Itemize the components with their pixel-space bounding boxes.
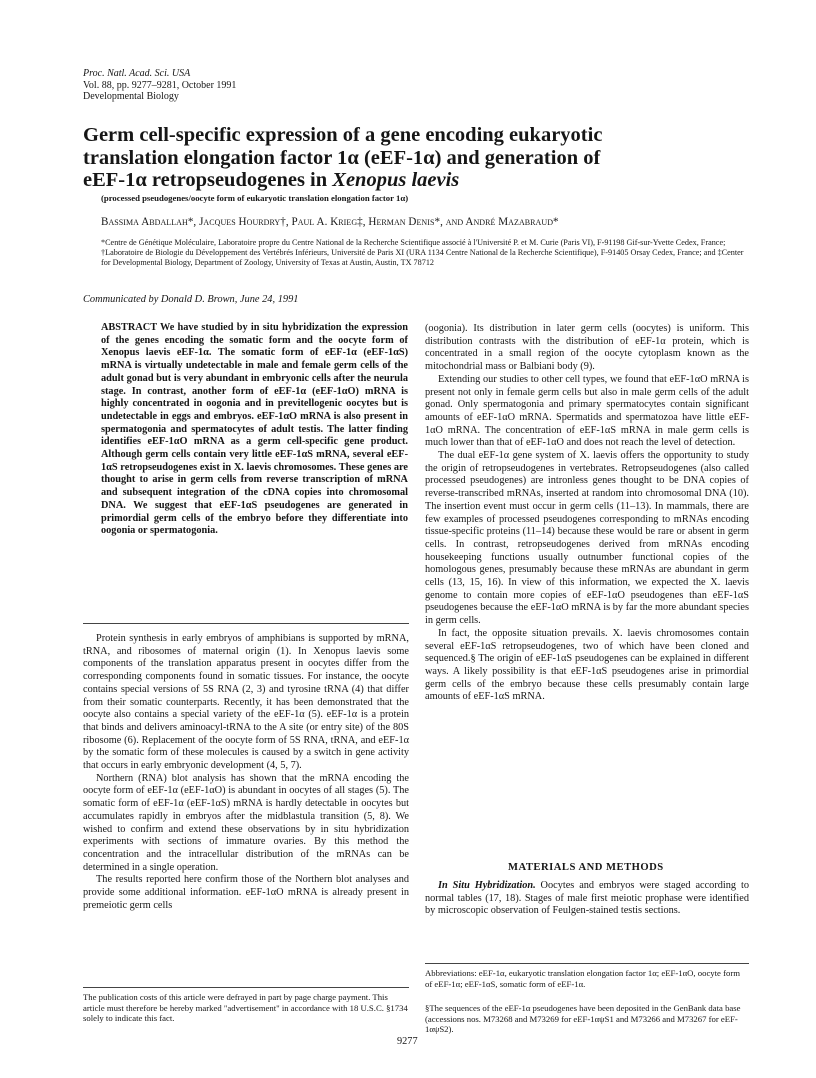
footnote-divider-left	[83, 987, 409, 988]
communicated-by: Communicated by Donald D. Brown, June 24, 1991	[83, 294, 299, 305]
journal-name: Proc. Natl. Acad. Sci. USA	[83, 68, 191, 79]
methods-paragraph	[425, 880, 749, 918]
journal-section: Developmental Biology	[83, 91, 179, 102]
title-species: Xenopus laevis	[332, 169, 460, 191]
paragraph: Northern (RNA) blot analysis has shown that the mRNA encoding the oocyte form of eEF-1α (eEF-1αO) is abundant in oocytes of all stages (5). The somatic form of eEF-1α (eEF-1αS) mRNA is hardly detectable in oocytes but accumulates rapidly in embryos after the midblastula transition (5, 8). We wished to confirm and extend these observations by in situ hybridization experiments with sections of immature ovaries. By this method the concentration and the intracellular distribution of the mRNAs can be determined in a single operation.	[83, 772, 409, 873]
abbreviations-footnote: Abbreviations: eEF-1α, eukaryotic translation elongation factor 1α; eEF-1αO, oocyte form of eEF-1α; eEF-1αS, somatic form of eEF-1α.	[425, 968, 740, 989]
paragraph: Protein synthesis in early embryos of amphibians is supported by mRNA, tRNA, and ribosomes of maternal origin (1). In Xenopus laevis some components of the translation apparatus present in oocytes differ from the corresponding components found in somatic tissues. For instance, the oocyte contains special versions of 5S RNA (2, 3) and tyrosine tRNA (4) that differ from their somatic counterparts. Recently, it has been demonstrated that the oocyte also contains a special variety of the eEF-1α (5). eEF-1α is a protein that binds and delivers aminoacyl-tRNA to the A site (or entry site) of the 80S ribosome (6). Replacement of the oocyte form of 5S RNA, tRNA, and eEF-1α by the somatic form of these molecules is caused by a switch in gene activity that occurs in early embryonic development (4, 5, 7).	[83, 633, 409, 772]
right-column-body	[425, 323, 749, 704]
abstract-divider	[83, 623, 409, 624]
left-column-body	[83, 633, 409, 912]
publication-costs-note: The publication costs of this article were defrayed in part by page charge payment. This article must therefore be hereby marked "advertisement" in accordance with 18 U.S.C. §1734 solely to indicate this fact.	[83, 992, 408, 1023]
footnote-divider	[425, 963, 749, 964]
paragraph: The dual eEF-1α gene system of X. laevis offers the opportunity to study the origin of retropseudogenes in vertebrates. Retropseudogenes (also called processed pseudogenes) are intronless genes thought to be DNA copies of reverse-transcribed mRNAs, inserted at random into chromosomal DNA (10). The insertion event must occur in germ cells (11–13). In mammals, there are few examples of processed pseudogenes corresponding to mRNAs encoding tissue-specific proteins (11–14) because these would be rare or absent in germ cells. In contrast, retropseudogenes derived from mRNAs encoding housekeeping functions usually outnumber functional copies of the homologous genes, presumably because these mRNAs are abundant in germ cells (13, 15, 16). In view of this information, we expected the X. laevis genome to contain more copies of eEF-1αO pseudogenes than eEF-1αS pseudogenes because the eEF-1αO mRNA is by far the more abundant species in germ cells.	[425, 450, 749, 627]
paragraph: In fact, the opposite situation prevails. X. laevis chromosomes contain several eEF-1αS retropseudogenes, two of which have been cloned and sequenced.§ The origin of eEF-1αS pseudogenes can be explained in different ways. A likely possibility is that eEF-1αS pseudogenes arise in primordial germ cells of the embryo because these cells presumably contain large amounts of eEF-1αS mRNA.	[425, 627, 749, 703]
journal-volume: Vol. 88, pp. 9277–9281, October 1991	[83, 79, 237, 91]
methods-text: Oocytes and embryos were staged according to normal tables (17, 18). Stages of male first meiotic prophase were identified by microscopic observation of Feulgen-stained testis sections.	[425, 880, 749, 917]
journal-header	[83, 68, 236, 103]
paragraph: (oogonia). Its distribution in later germ cells (oocytes) is uniform. This distribution contrasts with the distribution of eEF-1α protein, which is concentrated in a small region of the oocyte cytoplasm known as the mitochondrial mass or Balbiani body (9).	[425, 323, 749, 373]
title-line-3	[83, 169, 743, 192]
paragraph: Extending our studies to other cell types, we found that eEF-1αO mRNA is present not only in female germ cells but also in male germ cells of the adult gonad. Only spermatogonia and primary spermatocytes contain significant amounts of eEF-1αO mRNA. Spermatids and spermatozoa have little eEF-1αO mRNA. The concentration of eEF-1αS mRNA in male germ cells is much lower than that of eEF-1αO and does not reach the level of detection.	[425, 373, 749, 449]
affiliations: *Centre de Génétique Moléculaire, Laboratoire propre du Centre National de la Recherche Scientifique associé à l'Université P. et M. Curie (Paris VI), F-91198 Gif-sur-Yvette Cedex, France; †Laboratoire de Biologie du Développement des Vertébrés Inférieurs, Université de Paris XI (URA 1134 Centre National de la Recherche Scientifique), F-91405 Orsay Cedex, France; and ‡Center for Developmental Biology, Department of Zoology, University of Texas at Austin, Austin, TX 78712	[101, 238, 744, 267]
section-heading: MATERIALS AND METHODS	[508, 862, 664, 873]
paragraph: The results reported here confirm those of the Northern blot analyses and provide some additional information. eEF-1αO mRNA is already present in premeiotic germ cells	[83, 874, 409, 911]
author-list: Bassima Abdallah*, Jacques Hourdry†, Paul A. Krieg‡, Herman Denis*, and André Mazabraud*	[101, 216, 559, 228]
title-line-1: Germ cell-specific expression of a gene encoding eukaryotic	[83, 124, 603, 146]
title-line-3-text: eEF-1α retropseudogenes in	[83, 169, 333, 191]
page-number: 9277	[397, 1036, 418, 1047]
title-line-2: translation elongation factor 1α (eEF-1α) and generation of	[83, 146, 601, 169]
subsection-heading: In Situ Hybridization.	[438, 880, 536, 891]
abstract: ABSTRACT We have studied by in situ hybridization the expression of the genes encoding the somatic form and the oocyte form of Xenopus laevis eEF-1α. The somatic form of eEF-1α (eEF-1αS) mRNA is virtually undetectable in male and female germ cells of the adult gonad but is very abundant in embryonic cells after the neurula stage. In contrast, another form of eEF-1α (eEF-1αO) mRNA is highly concentrated in oogonia and in previtellogenic oocytes but is undetectable in eggs and embryos. eEF-1αO mRNA is also present in spermatogonia and spermatocytes of adult testis. The latter finding identifies eEF-1αO mRNA as a germ cell-specific gene product. Although germ cells contain very little eEF-1αS mRNA, several eEF-1αS retropseudogenes exist in X. laevis chromosomes. These genes are thought to arise in germ cells from reverse transcription of mRNA and subsequent integration of the cDNA copies into chromosomal DNA. We suggest that eEF-1αS pseudogenes are generated in primordial germ cells of the embryo before they differentiate into oogonia or spermatogonia.	[101, 322, 408, 537]
keywords: (processed pseudogenes/oocyte form of eukaryotic translation elongation factor 1α)	[101, 193, 409, 203]
sequence-footnote: §The sequences of the eEF-1α pseudogenes have been deposited in the GenBank data base (accessions nos. M73268 and M73269 for eEF-1αψS1 and M73266 and M73267 for eEF-1αψS2).	[425, 1003, 741, 1034]
article-title	[83, 124, 743, 192]
